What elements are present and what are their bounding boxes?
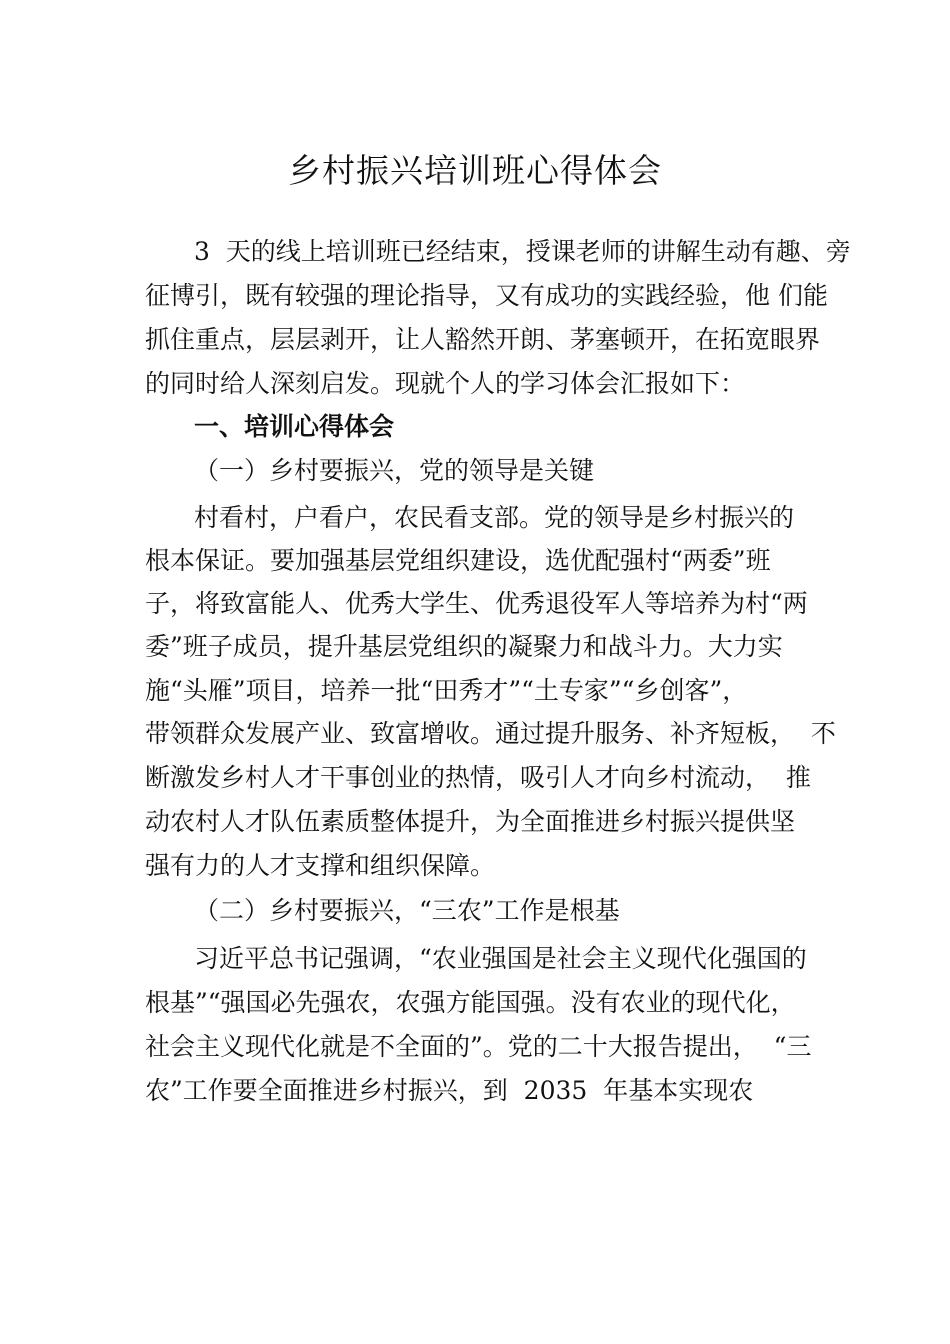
paragraph-line-2: 征博引，既有较强的理论指导，又有成功的实践经验，他 们能 xyxy=(145,281,828,310)
section-heading-1: 一、培训心得体会 xyxy=(194,412,395,441)
paragraph-line-7: 子，将致富能人、优秀大学生、优秀退役军人等培养为村“两 xyxy=(145,589,808,618)
subsection-heading-2: （二）乡村要振兴，“三农”工作是根基 xyxy=(194,896,620,925)
paragraph-line-5: 村看村，户看户，农民看支部。党的领导是乡村振兴的 xyxy=(194,503,795,532)
paragraph-line-11: 断激发乡村人才干事创业的热情，吸引人才向乡村流动， 推 xyxy=(145,763,811,792)
paragraph-line-8: 委”班子成员，提升基层党组织的凝聚力和战斗力。大力实 xyxy=(145,632,783,661)
paragraph-line-4: 的同时给人深刻启发。现就个人的学习体会汇报如下： xyxy=(145,369,746,398)
paragraph-line-16: 社会主义现代化就是不全面的”。党的二十大报告提出， “三 xyxy=(145,1032,812,1061)
paragraph-line-10: 带领群众发展产业、致富增收。通过提升服务、补齐短板， 不 xyxy=(145,719,836,748)
subsection-heading-1: （一）乡村要振兴，党的领导是关键 xyxy=(194,456,595,485)
paragraph-line-1: 3 天的线上培训班已经结束，授课老师的讲解生动有趣、旁 xyxy=(194,237,851,266)
paragraph-line-3: 抓住重点，层层剥开，让人豁然开朗、茅塞顿开，在拓宽眼界 xyxy=(145,325,821,354)
paragraph-line-13: 强有力的人才支撑和组织保障。 xyxy=(145,851,496,880)
paragraph-line-6: 根本保证。要加强基层党组织建设，选优配强村“两委”班 xyxy=(145,546,771,575)
paragraph-line-12: 动农村人才队伍素质整体提升，为全面推进乡村振兴提供坚 xyxy=(145,807,796,836)
paragraph-line-17: 农”工作要全面推进乡村振兴，到 2035 年基本实现农 xyxy=(145,1076,754,1105)
document-title: 乡村振兴培训班心得体会 xyxy=(288,151,662,191)
paragraph-line-15: 根基”“强国必先强农，农强方能国强。没有农业的现代化， xyxy=(145,988,796,1017)
paragraph-line-14: 习近平总书记强调，“农业强国是社会主义现代化强国的 xyxy=(194,944,807,973)
paragraph-line-9: 施“头雁”项目，培养一批“田秀才”“土专家”“乡创客”， xyxy=(145,676,748,705)
